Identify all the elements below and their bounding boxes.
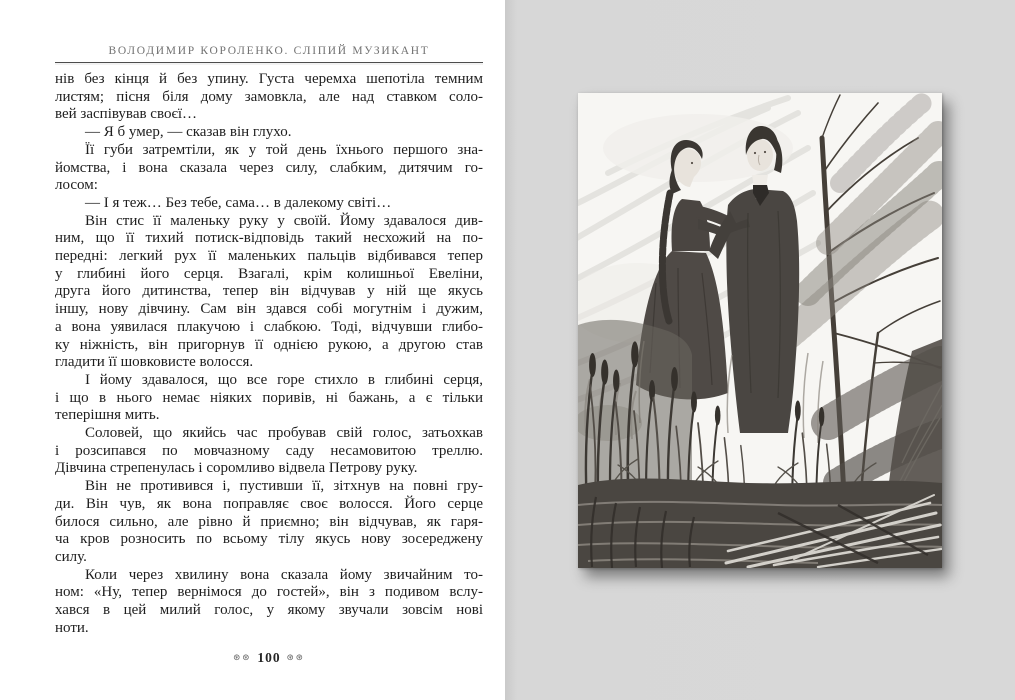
- page-number: 100: [257, 650, 281, 665]
- text-line: іншу, нову дівчину. Сам він здався собі могутнім і дужим,: [55, 301, 483, 318]
- text-line: друга його дитинства, тепер він відчував у ній ще якусь: [55, 283, 483, 300]
- text-line: теперішня мить.: [55, 407, 160, 424]
- illustration-plate: [578, 93, 942, 568]
- header-rule: [55, 62, 483, 63]
- book-left-page: [0, 0, 505, 700]
- text-line: ноти.: [55, 619, 89, 636]
- text-line: ку ніжність, він пригорнув її однією рукою, а другою став: [55, 336, 483, 353]
- body-text: [55, 71, 483, 638]
- book-right-page: [505, 0, 1015, 700]
- text-line: гладити її шовковисте волосся.: [55, 354, 254, 371]
- text-line: Дівчина стрепенулась і соромливо відвела Петрову руку.: [55, 460, 418, 477]
- text-line: і що в нього немає ніяких поривів, ні бажань, а є тільки: [55, 389, 483, 406]
- text-line: лосом:: [55, 177, 98, 194]
- text-line: ча кров розносить по всьому тілу якусь нову зосереджену: [55, 531, 483, 548]
- text-line: Соловей, що якийсь час пробував свій голос, затьохкав: [85, 425, 483, 442]
- text-line: билося сильно, але рівно й приємно; він відчував, як гаря-: [55, 513, 483, 530]
- text-line: Коли через хвилину вона сказала йому звичайним то-: [85, 566, 483, 583]
- text-line: І йому здавалося, що все горе стихло в глибині серця,: [85, 371, 483, 388]
- text-line: у глибині його серця. Взагалі, крім колишньої Евеліни,: [55, 265, 483, 282]
- text-line: нів без кінця й без упину. Густа черемха шепотіла темним: [55, 71, 483, 87]
- footer-ornament-right: ⊛⊛: [286, 653, 305, 663]
- running-header: ВОЛОДИМИР КОРОЛЕНКО. СЛІПИЙ МУЗИКАНТ: [108, 45, 430, 57]
- text-line: — І я теж… Без тебе, сама… в далекому світі…: [85, 194, 392, 211]
- text-line: ним, що її тихий потиск-відповідь такий несхожий на по-: [55, 230, 483, 247]
- text-line: — Я б умер, — сказав він глухо.: [85, 124, 292, 141]
- text-line: йомства, і вона сказала через силу, слабким, дитячим го-: [55, 159, 483, 176]
- text-line: вей заспівував своєї…: [55, 106, 198, 123]
- page-footer: [55, 650, 483, 666]
- text-line: ди. Він чув, як вона поправляє своє волосся. Його серце: [55, 495, 483, 512]
- text-line: передні: легкий рух її маленьких пальців відбивався тепер: [55, 248, 483, 265]
- text-line: ном: «Ну, тепер вернімося до гостей», він з подивом вслу-: [55, 584, 483, 601]
- text-line: хався в цей милий голос, у якому звучали зовсім нові: [55, 602, 483, 619]
- footer-ornament-left: ⊛⊛: [233, 653, 252, 663]
- illustration-drawing: [578, 93, 942, 568]
- text-line: Він стис її маленьку руку у своїй. Йому здавалося див-: [85, 212, 483, 229]
- text-line: і розсипався по мовчазному саду несамовитою треллю.: [55, 442, 483, 459]
- text-line: листям; пісня біля дому замовкла, але над ставком соло-: [55, 88, 483, 105]
- text-line: силу.: [55, 548, 87, 565]
- text-line: а вона уявилася плакучою і слабкою. Тоді, відчувши глибо-: [55, 318, 483, 335]
- text-line: Він не противився і, пустивши її, зітхнув на повні гру-: [85, 478, 483, 495]
- text-line: Її губи затремтіли, як у той день їхнього першого зна-: [85, 141, 483, 158]
